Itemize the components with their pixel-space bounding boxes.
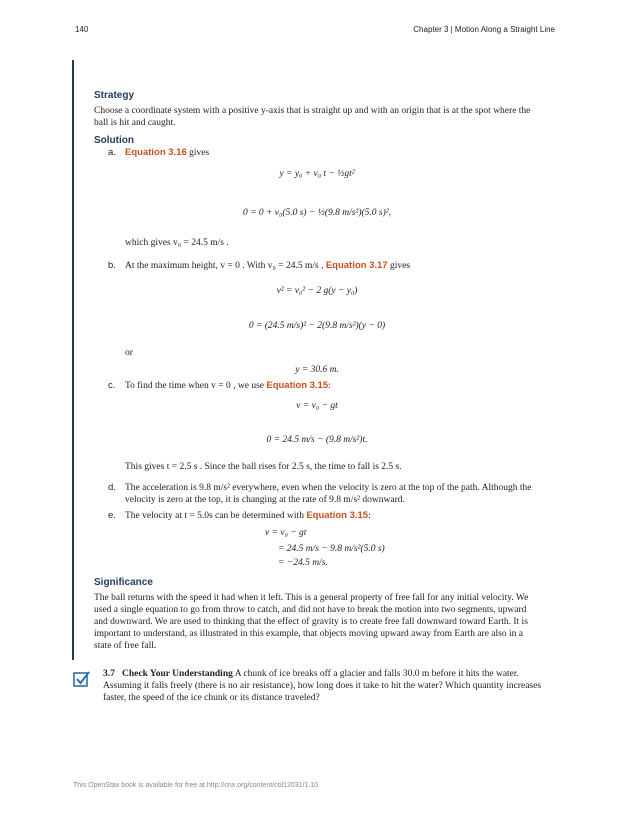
solution-item-c bbox=[94, 380, 540, 392]
result-text: This gives t = 2.5 s . Since the ball rises for 2.5 s, the time to fall is 2.5 s. bbox=[125, 462, 402, 472]
solution-item-b bbox=[94, 260, 540, 272]
significance-text: The ball returns with the speed it had when it left. This is a general property of free fall for any initial velocity. We used a single equation to go from throw to catch, and did not have to break the motion into two segments, upward and downward. We are used to thinking that the effect of gravity is to create free fall downward toward Earth. It is important to understand, as illustrated in this example, that objects moving upward away from Earth are also in a state of free fall. bbox=[94, 593, 529, 651]
check-number: 3.7 bbox=[103, 669, 115, 679]
equation: v = v₀ − gt bbox=[265, 528, 307, 538]
running-head: Chapter 3 | Motion Along a Straight Line bbox=[413, 25, 555, 34]
or-text: or bbox=[125, 348, 133, 358]
equation-link[interactable]: Equation 3.17 bbox=[325, 260, 388, 271]
check-understanding-icon bbox=[73, 670, 91, 688]
page-number: 140 bbox=[75, 25, 89, 34]
solution-item-d bbox=[94, 482, 540, 506]
equation-link[interactable]: Equation 3.15 bbox=[266, 380, 329, 391]
example-side-bar bbox=[72, 60, 74, 660]
check-text: A chunk of ice breaks off a glacier and falls 30.0 m before it hits the water. Assuming it falls freely (there is no air resistance), how long does it take to hit the water? Which quantity increases faster, the speed of the ice chunk or its distance traveled? bbox=[103, 669, 542, 703]
equation: 0 = 24.5 m/s − (9.8 m/s²)t. bbox=[266, 435, 368, 445]
item-text: : bbox=[368, 511, 371, 521]
item-text: To find the time when v = 0 , we use bbox=[125, 381, 267, 391]
strategy-heading: Strategy bbox=[94, 90, 135, 101]
footer-note: This OpenStax book is available for free at http://cnx.org/content/col12031/1.10 bbox=[73, 782, 319, 789]
item-marker: e. bbox=[108, 510, 116, 521]
item-text: At the maximum height, v = 0 . With v₀ = 24.5 m/s , bbox=[125, 261, 326, 271]
item-text: The acceleration is 9.8 m/s² everywhere, even when the velocity is zero at the top of the path. Although the velocity is zero at the top, it is changing at the rate of 9.8 m/s² downward. bbox=[125, 483, 532, 505]
item-marker: b. bbox=[108, 260, 116, 271]
equation: 0 = (24.5 m/s)² − 2(9.8 m/s²)(y − 0) bbox=[248, 321, 386, 331]
check-understanding bbox=[103, 668, 558, 704]
equation-link[interactable]: Equation 3.15 bbox=[306, 510, 369, 521]
solution-item-a bbox=[94, 147, 540, 159]
result-text: which gives v₀ = 24.5 m/s . bbox=[125, 238, 229, 248]
item-text: gives bbox=[186, 148, 210, 158]
equation-link[interactable]: Equation 3.16 bbox=[125, 147, 187, 158]
check-title: Check Your Understanding bbox=[122, 669, 233, 679]
significance-heading: Significance bbox=[94, 577, 153, 588]
equation: = 24.5 m/s − 9.8 m/s²(5.0 s) bbox=[278, 544, 385, 554]
equation: = −24.5 m/s. bbox=[278, 558, 328, 568]
equation: v² = v₀² − 2 g(y − y₀) bbox=[276, 286, 358, 296]
equation: y = y₀ + v₀ t − ½gt² bbox=[279, 169, 355, 179]
equation: 0 = 0 + v₀(5.0 s) − ½(9.8 m/s²)(5.0 s)², bbox=[242, 208, 392, 218]
item-text: gives bbox=[387, 261, 411, 271]
strategy-text: Choose a coordinate system with a positive y-axis that is straight up and with an origin that is at the spot where the ball is hit and caught. bbox=[94, 106, 531, 128]
solution-item-e bbox=[94, 510, 540, 522]
item-marker: d. bbox=[108, 482, 116, 493]
equation: y = 30.6 m. bbox=[295, 365, 339, 375]
item-marker: a. bbox=[108, 147, 116, 158]
solution-heading: Solution bbox=[94, 135, 134, 146]
item-text: : bbox=[328, 381, 331, 391]
item-text: The velocity at t = 5.0s can be determined with bbox=[125, 511, 307, 521]
equation: v = v₀ − gt bbox=[296, 401, 338, 411]
item-marker: c. bbox=[108, 380, 116, 391]
